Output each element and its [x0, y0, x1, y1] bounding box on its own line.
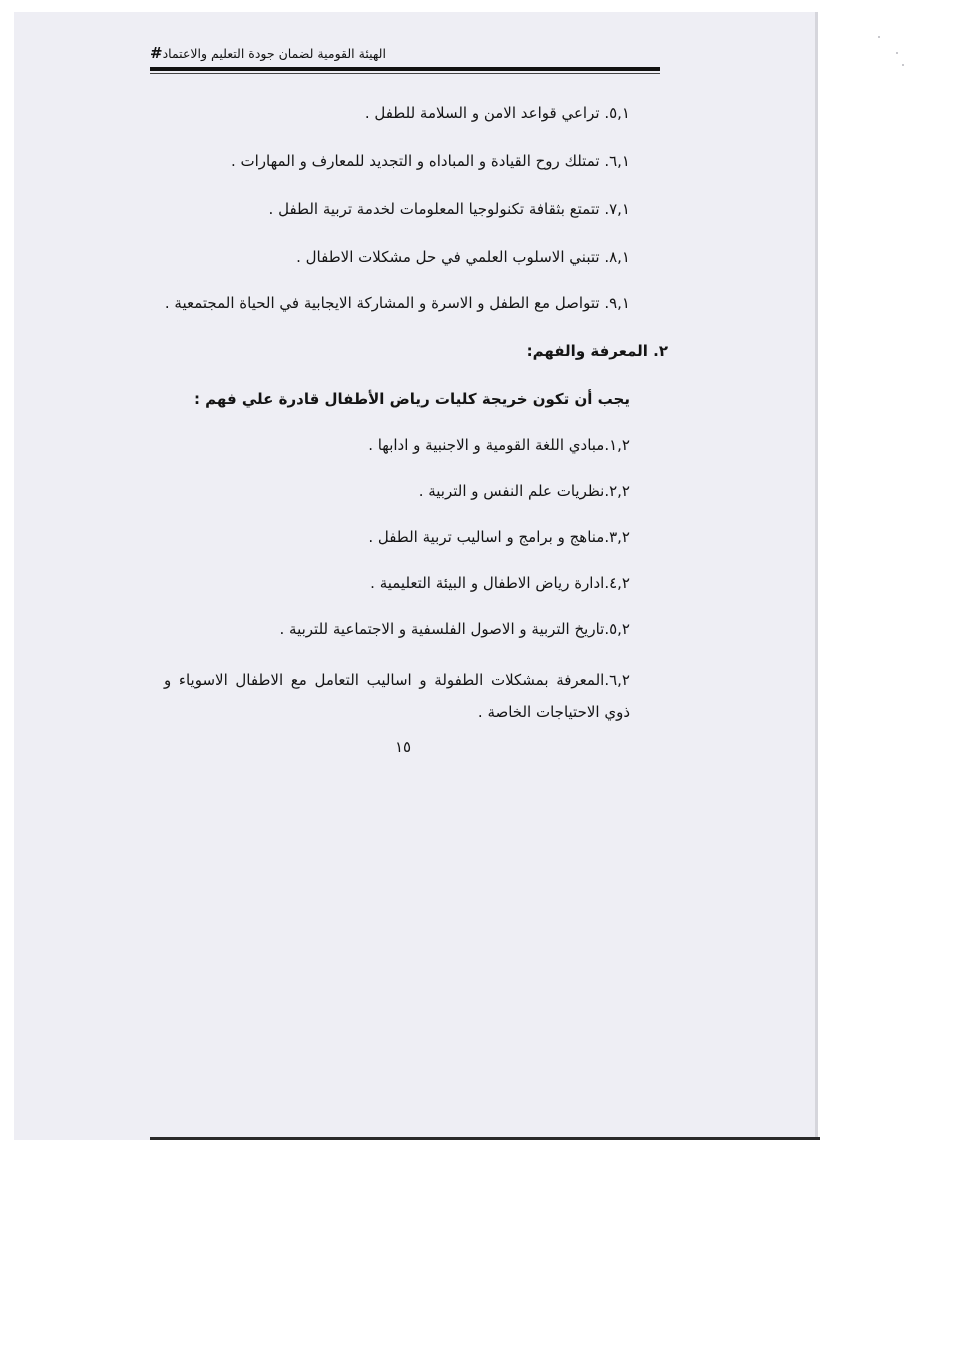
list-item — [231, 152, 630, 170]
list-item-text: تاريخ التربية و الاصول الفلسفية و الاجتماعية للتربية . — [279, 620, 605, 638]
header-rule — [150, 67, 660, 71]
page-number: ١٥ — [395, 738, 412, 756]
sheet-edge — [815, 12, 818, 1140]
header-title-text: الهيئة القومية لضمان جودة التعليم والاعتماد — [162, 46, 386, 61]
section-intro: يجب أن تكون خريجة كليات رياض الأطفال قادرة علي فهم : — [193, 390, 630, 408]
section-heading: ٢. المعرفة والفهم: — [526, 342, 668, 360]
list-item-wrapped — [164, 664, 630, 728]
scan-speck — [896, 52, 898, 54]
list-item-number: ٥,١. — [604, 104, 630, 122]
list-item-text: نظريات علم النفس و التربية . — [418, 482, 605, 500]
header-rule-thin — [150, 73, 660, 74]
list-item-number: ٤,٢. — [604, 574, 630, 592]
list-item-text: مبادي اللغة القومية و الاجنبية و ادابها . — [368, 436, 605, 454]
list-item-number: ٩,١. — [604, 294, 630, 312]
list-item — [165, 294, 630, 312]
list-item — [279, 620, 630, 638]
list-item-number: ٦,١. — [604, 152, 630, 170]
sheet-bottom-edge — [150, 1137, 820, 1140]
list-item-text: تراعي قواعد الامن و السلامة للطفل . — [364, 104, 600, 122]
list-item-number: ٥,٢. — [604, 620, 630, 638]
list-item-number: ١,٢. — [604, 436, 630, 454]
list-item — [368, 436, 630, 454]
scan-speck — [878, 36, 880, 38]
scan-speck — [902, 64, 904, 66]
list-item-number: ٦,٢. — [604, 671, 630, 689]
list-item-text: تتمتع بثقافة تكنولوجيا المعلومات لخدمة تربية الطفل . — [268, 200, 600, 218]
list-item — [269, 200, 630, 218]
list-item-text: تمتلك روح القيادة و المباداه و التجديد للمعارف و المهارات . — [230, 152, 600, 170]
list-item-number: ٣,٢. — [604, 528, 630, 546]
list-item-text: ادارة رياض الاطفال و البيئة التعليمية . — [370, 574, 605, 592]
list-item — [368, 528, 630, 546]
list-item-number: ٧,١. — [604, 200, 630, 218]
list-item-number: ٢,٢. — [604, 482, 630, 500]
list-item — [370, 574, 630, 592]
list-item — [296, 248, 630, 266]
list-item — [419, 482, 630, 500]
header-hash-mark: # — [150, 44, 163, 62]
list-item-text: تتبني الاسلوب العلمي في حل مشكلات الاطفال . — [296, 248, 600, 266]
list-item-text: تتواصل مع الطفل و الاسرة و المشاركة الايجابية في الحياة المجتمعية . — [164, 294, 600, 312]
header-title — [150, 44, 386, 62]
list-item-text: المعرفة بمشكلات الطفولة و اساليب التعامل مع الاطفال الاسوياء و ذوي الاحتياجات الخاصة . — [164, 671, 630, 721]
list-item — [365, 104, 630, 122]
list-item-number: ٨,١. — [604, 248, 630, 266]
list-item-text: مناهج و برامج و اساليب تربية الطفل . — [368, 528, 605, 546]
